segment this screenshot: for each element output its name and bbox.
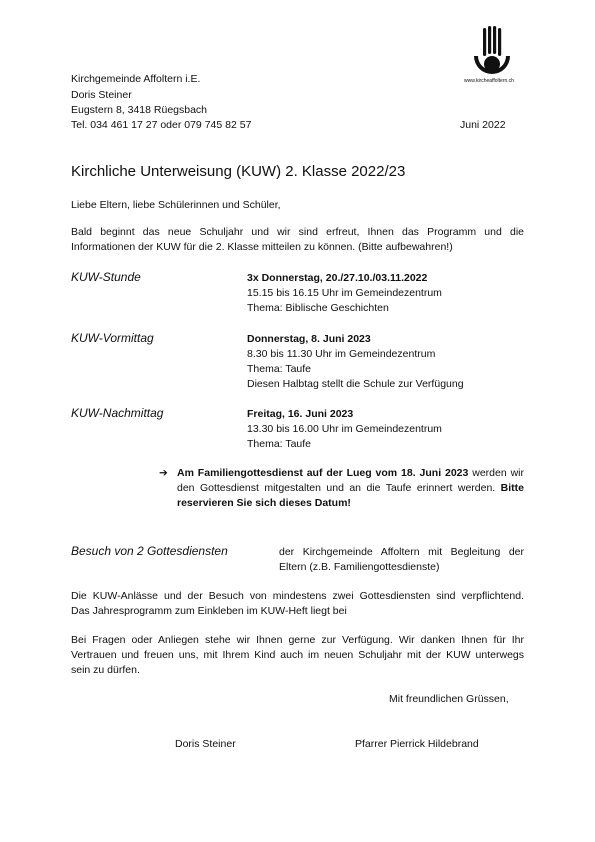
note-text: den Gottesdienst mitgestalten und an die Taufe erinnert werden. (177, 482, 501, 494)
section-heading: 3x Donnerstag, 20./27.10./03.11.2022 (247, 272, 428, 284)
section-heading: Donnerstag, 8. Juni 2023 (247, 333, 371, 345)
visits-line-1: der Kirchgemeinde Affoltern mit Begleitung der (279, 546, 524, 558)
thanks-line-2: Vertrauen und freuen uns, mit Ihrem Kind auch im neuen Schuljahr mit der KUW unterwegs (71, 649, 524, 661)
letter-date: Juni 2022 (460, 119, 506, 131)
note-line-1 (177, 466, 524, 481)
thanks-line-1: Bei Fragen oder Anliegen stehe wir Ihnen gerne zur Verfügung. Wir danken Ihnen für Ihr (71, 634, 524, 646)
sender-org: Kirchgemeinde Affoltern i.E. (71, 73, 201, 85)
section-label: KUW-Vormittag (71, 331, 154, 345)
church-logo (466, 26, 518, 88)
section-line: 8.30 bis 11.30 Uhr im Gemeindezentrum (247, 348, 436, 360)
closing: Mit freundlichen Grüssen, (389, 693, 509, 705)
section-line: 15.15 bis 16.15 Uhr im Gemeindezentrum (247, 287, 442, 299)
visits-label: Besuch von 2 Gottesdiensten (71, 544, 228, 558)
section-line: Diesen Halbtag stellt die Schule zur Verfügung (247, 378, 464, 390)
thanks-line-3: sein zu dürfen. (71, 664, 140, 676)
intro-line-2: Informationen der KUW für die 2. Klasse mitteilen zu können. (Bitte aufbewahren!) (71, 241, 453, 253)
church-logo-icon (466, 26, 518, 82)
document-title: Kirchliche Unterweisung (KUW) 2. Klasse 2022/23 (71, 163, 406, 180)
sender-address: Eugstern 8, 3418 Rüegsbach (71, 104, 208, 116)
obligation-line-2: Das Jahresprogramm zum Einkleben im KUW-Heft liegt bei (71, 605, 347, 617)
note-emphasis: Bitte (500, 482, 524, 494)
note-line-2 (177, 481, 524, 496)
obligation-line-1: Die KUW-Anlässe und der Besuch von mindestens zwei Gottesdiensten sind verpflichtend. (71, 590, 524, 602)
arrow-icon: ➔ (159, 467, 168, 479)
section-line: Thema: Taufe (247, 438, 312, 450)
section-label: KUW-Stunde (71, 270, 141, 284)
section-label: KUW-Nachmittag (71, 406, 164, 420)
logo-url: www.kircheaffoltern.ch (464, 78, 514, 84)
sender-name: Doris Steiner (71, 89, 132, 101)
section-heading: Freitag, 16. Juni 2023 (247, 408, 354, 420)
greeting: Liebe Eltern, liebe Schülerinnen und Schüler, (71, 199, 281, 211)
intro-line-1: Bald beginnt das neue Schuljahr und wir sind erfreut, Ihnen das Programm und die (71, 226, 524, 238)
visits-line-2: Eltern (z.B. Familiengottesdienste) (279, 561, 440, 573)
note-line-3: reservieren Sie sich dieses Datum! (177, 497, 351, 509)
note-text: werden wir (468, 467, 524, 479)
section-line: Thema: Biblische Geschichten (247, 302, 389, 314)
signature-left: Doris Steiner (175, 738, 236, 750)
signature-right: Pfarrer Pierrick Hildebrand (355, 738, 479, 750)
note-emphasis: Am Familiengottesdienst auf der Lueg vom 18. Juni 2023 (177, 467, 469, 479)
sender-phone: Tel. 034 461 17 27 oder 079 745 82 57 (71, 119, 252, 131)
section-line: 13.30 bis 16.00 Uhr im Gemeindezentrum (247, 423, 442, 435)
section-line: Thema: Taufe (247, 363, 312, 375)
